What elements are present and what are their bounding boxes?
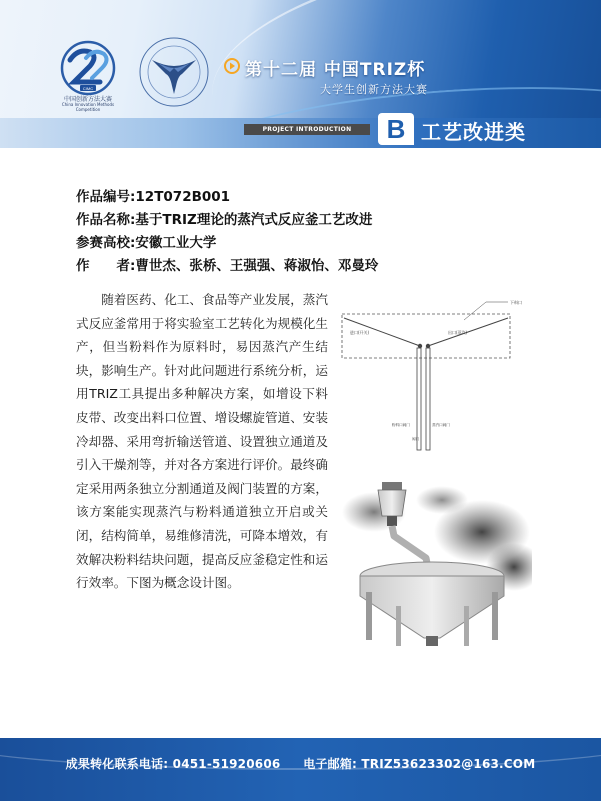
label-bottom: 阀门 — [412, 437, 420, 441]
label-left-upper: 进口(开关) — [350, 330, 370, 335]
meta-name-value: 基于TRIZ理论的蒸汽式反应釜工艺改进 — [135, 212, 373, 228]
project-meta — [76, 186, 556, 278]
meta-author-key: 作 者: — [76, 258, 136, 274]
label-left-lower: 粉料口阀门 — [392, 423, 410, 427]
competition-title: 第十二届 中国TRIZ杯 — [245, 60, 426, 80]
meta-author — [76, 255, 556, 278]
category-label: 工艺改进类 — [421, 120, 526, 144]
tank-leg — [464, 606, 469, 646]
steam-cloud — [416, 486, 468, 514]
tank-outlet — [426, 636, 438, 646]
footer-email-key: 电子邮箱: — [303, 757, 358, 771]
meta-id-value: 12T072B001 — [135, 189, 231, 205]
label-top-right: 下料口 — [510, 300, 522, 305]
meta-school-key: 参赛高校: — [76, 235, 136, 251]
schematic-left-channel — [417, 348, 421, 450]
hopper-valve — [387, 516, 397, 526]
footer-email-value: TRIZ53623302@163.COM — [361, 757, 536, 771]
schematic-right-channel — [426, 348, 430, 450]
reactor-3d-render — [332, 472, 532, 652]
meta-school-value: 安徽工业大学 — [135, 235, 217, 251]
schematic-valve — [426, 344, 430, 348]
category-letter-badge: B — [378, 113, 414, 145]
meta-school — [76, 232, 556, 255]
header-banner — [0, 0, 601, 148]
meta-author-value: 曹世杰、张桥、王强强、蒋淑怡、邓曼玲 — [135, 258, 379, 274]
schematic-diagram — [336, 290, 522, 466]
footer-phone-value: 0451-51920606 — [172, 757, 281, 771]
schematic-valve — [418, 344, 422, 348]
cimc-logo-cn: 中国创新方法大赛 — [63, 96, 112, 103]
hopper-cap — [382, 482, 402, 490]
schematic-right-pipe — [428, 318, 508, 346]
project-introduction-tag: PROJECT INTRODUCTION — [244, 124, 370, 135]
tank-leg — [366, 592, 372, 640]
footer-contact — [0, 755, 601, 772]
cimc-logo-en: China Innovation Methods Competition — [61, 102, 115, 112]
competition-subtitle: 大学生创新方法大赛 — [320, 83, 428, 96]
label-right-upper: 出口(蒸汽) — [448, 330, 468, 335]
meta-id-key: 作品编号: — [76, 189, 136, 205]
meta-name-key: 作品名称: — [76, 212, 136, 228]
competition-emblem-icon — [138, 36, 210, 108]
meta-name — [76, 209, 556, 232]
hopper — [378, 490, 406, 516]
project-description: 随着医药、化工、食品等产业发展，蒸汽式反应釜常用于将实验室工艺转化为规模化生产，但当粉料作为原料时，易因蒸汽产生结块，影响生产。针对此问题进行系统分析，运用TRIZ工具提出多种解决方案，如增设下料皮带、改变出料口位置、增设螺旋管道、安装冷却器、采用弯折输送管道、设置独立通道及引入干燥剂等，并对各方案进行评价。最终确定采用两条独立分割通道及阀门装置的方案，该方案能实现蒸汽与粉料通道独立开启或关闭，结构简单，易维修清洗，可降本增效，有效解决粉料结块问题，提高反应釜稳定性和运行效率。下图为概念设计图。 — [76, 292, 328, 591]
tank-leg — [396, 606, 401, 646]
cimc-logo-icon — [56, 38, 120, 98]
meta-id — [76, 186, 556, 209]
tank-body — [360, 576, 504, 638]
play-arrow-icon — [224, 58, 240, 74]
cimc-logo-mark: CIMC — [82, 86, 94, 91]
footer-phone-key: 成果转化联系电话: — [65, 757, 169, 771]
label-right-lower: 蒸汽口阀门 — [432, 423, 450, 427]
tank-leg — [492, 592, 498, 640]
footer-bar — [0, 738, 601, 801]
